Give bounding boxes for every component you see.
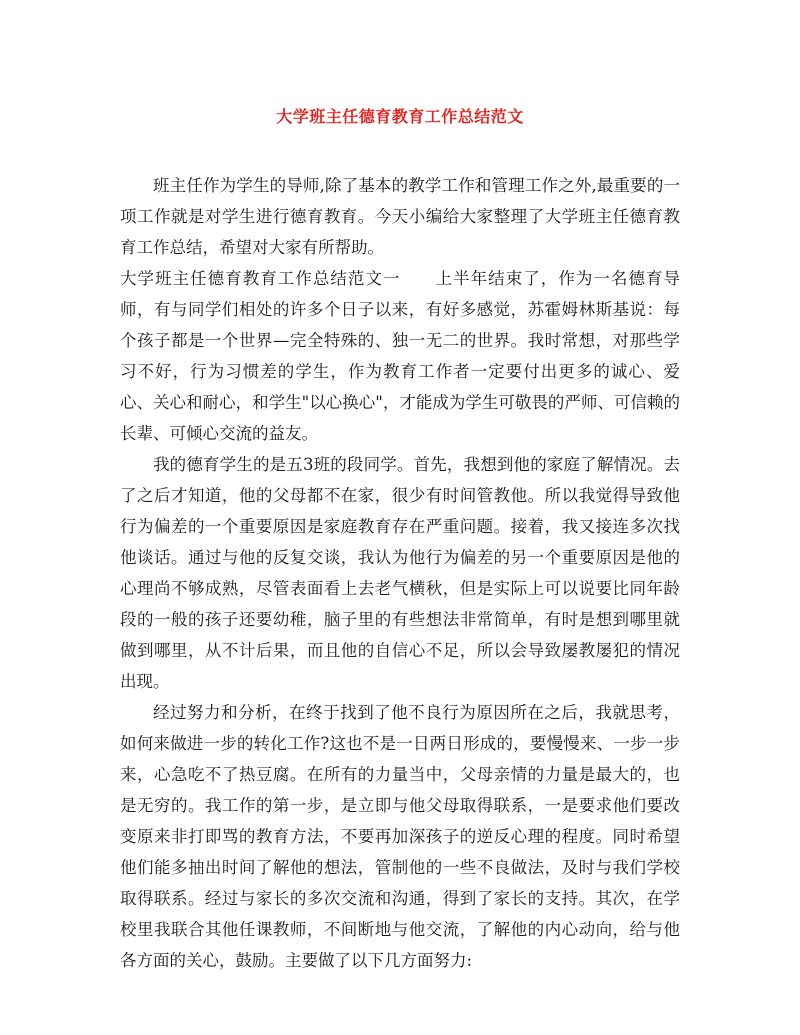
document-body [120,170,680,976]
document-title: 大学班主任德育教育工作总结范文 [276,107,524,126]
paragraph-2: 我的德育学生的是五3班的段同学。首先，我想到他的家庭了解情况。去了之后才知道，他的父母都不在家，很少有时间管教他。所以我觉得导致他行为偏差的一个重要原因是家庭教育存在严重问题。接着，我又接连多次找他谈话。通过与他的反复交谈，我认为他行为偏差的另一个重要原因是他的心理尚不够成熟，尽管表面看上去老气横秋，但是实际上可以说要比同年龄段的一般的孩子还要幼稚，脑子里的有些想法非常简单，有时是想到哪里就做到哪里，从不计后果，而且他的自信心不足，所以会导致屡教屡犯的情况出现。 [120,455,680,691]
paragraph-3: 经过努力和分析，在终于找到了他不良行为原因所在之后，我就思考，如何来做进一步的转化工作?这也不是一日两日形成的，要慢慢来、一步一步来，心急吃不了热豆腐。在所有的力量当中，父母亲情的力量是最大的，也是无穷的。我工作的第一步，是立即与他父母取得联系，一是要求他们要改变原来非打即骂的教育方法，不要再加深孩子的逆反心理的程度。同时希望他们能多抽出时间了解他的想法，管制他的一些不良做法，及时与我们学校取得联系。经过与家长的多次交流和沟通，得到了家长的支持。其次，在学校里我联合其他任课教师，不间断地与他交流，了解他的内心动向，给与他各方面的关心，鼓励。主要做了以下几方面努力: [120,703,680,970]
intro-paragraph: 班主任作为学生的导师,除了基本的教学工作和管理工作之外,最重要的一项工作就是对学生进行德育教育。今天小编给大家整理了大学班主任德育教育工作总结，希望对大家有所帮助。 [120,176,680,257]
section-first-paragraph: 上半年结束了，作为一名德育导师，有与同学们相处的许多个日子以来，有好多感觉，苏霍姆林斯基说：每个孩子都是一个世界—完全特殊的、独一无二的世界。我时常想，对那些学习不好，行为习惯差的学生，作为教育工作者一定要付出更多的诚心、爱心、关心和耐心，和学生"以心换心"，才能成为学生可敬畏的严师、可信赖的长辈、可倾心交流的益友。 [120,269,681,443]
section-heading: 大学班主任德育教育工作总结范文一 [120,269,401,288]
section-paragraph-1 [120,263,680,449]
